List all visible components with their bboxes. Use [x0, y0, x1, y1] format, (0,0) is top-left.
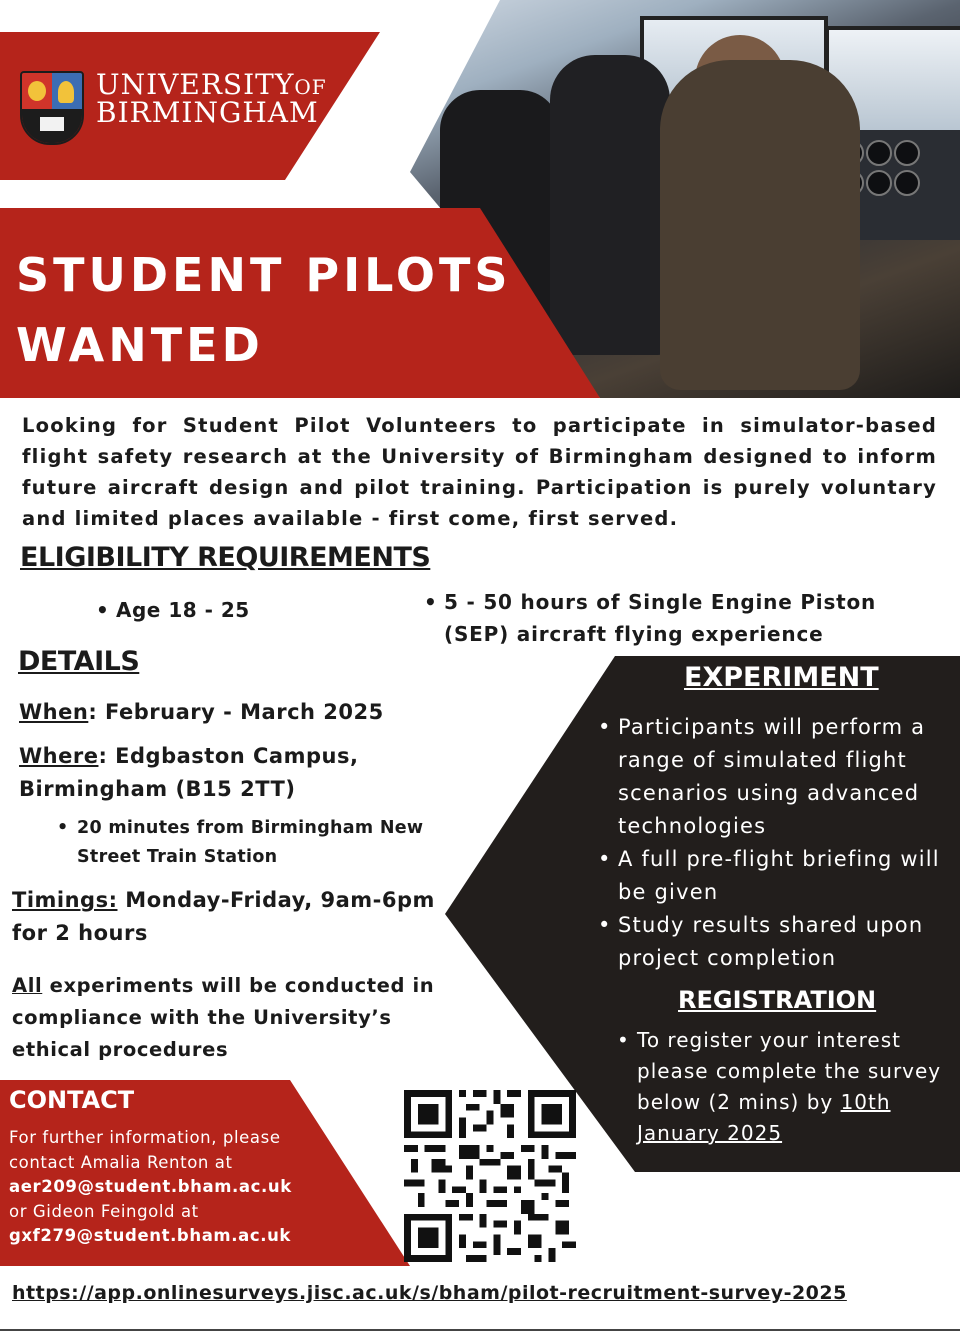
registration-deadline: 10th January 2025 — [637, 1090, 891, 1145]
eligibility-experience — [444, 586, 944, 650]
contact-text — [9, 1126, 339, 1249]
divider — [0, 1329, 960, 1331]
details-where — [19, 740, 439, 806]
details-heading: DETAILS — [18, 646, 140, 677]
headline-line1: STUDENT PILOTS — [16, 248, 512, 302]
seat-back — [550, 55, 670, 355]
university-name-line2: BIRMINGHAM — [96, 96, 319, 129]
survey-link[interactable]: https://app.onlinesurveys.jisc.ac.uk/s/bham/pilot-recruitment-survey-2025 — [12, 1282, 847, 1304]
contact-heading: CONTACT — [9, 1086, 135, 1114]
eligibility-heading: ELIGIBILITY REQUIREMENTS — [20, 542, 431, 573]
university-crest-icon — [20, 71, 84, 145]
contact-email-1[interactable]: aer209@student.bham.ac.uk — [9, 1177, 292, 1196]
qr-code-icon[interactable] — [404, 1090, 576, 1262]
when-label: When — [19, 700, 89, 724]
contact-line1: For further information, please contact Amalia Renton at — [9, 1128, 281, 1172]
details-where-note — [77, 814, 457, 872]
registration-heading: REGISTRATION — [678, 986, 877, 1014]
pilot-figure — [660, 60, 860, 390]
where-label: Where — [19, 744, 99, 768]
list-item: • A full pre-flight briefing will be given — [618, 843, 960, 909]
registration-list — [637, 1025, 957, 1149]
list-item: • Age 18 - 25 — [116, 598, 250, 622]
contact-line2: or Gideon Feingold at — [9, 1201, 199, 1221]
experiment-list — [618, 711, 960, 975]
details-compliance — [12, 970, 472, 1066]
compliance-all: All — [12, 974, 43, 997]
experiment-heading: EXPERIMENT — [684, 662, 879, 693]
compliance-rest: experiments will be conducted in compliance with the University’s ethical procedures — [12, 974, 435, 1061]
eligibility-age — [116, 598, 250, 622]
headline-line2: WANTED — [16, 318, 264, 372]
headline — [16, 240, 511, 380]
list-item: • 5 - 50 hours of Single Engine Piston (SEP) aircraft flying experience — [444, 586, 944, 650]
contact-email-2[interactable]: gxf279@student.bham.ac.uk — [9, 1226, 291, 1245]
intro-paragraph: Looking for Student Pilot Volunteers to participate in simulator-based flight safety research at the University of Birmingham designed to inform future aircraft design and pilot training. Participation is purely voluntary and limited places available - first come, first served. — [22, 414, 937, 530]
list-item: • 20 minutes from Birmingham New Street Train Station — [77, 814, 457, 872]
list-item: • Study results shared upon project completion — [618, 909, 960, 975]
timings-label: Timings: — [12, 888, 118, 912]
details-when — [19, 700, 384, 724]
registration-text: To register your interest please complete the survey below (2 mins) by — [637, 1028, 942, 1114]
timings-value: Monday-Friday, 9am-6pm for 2 hours — [12, 888, 435, 945]
details-timings — [12, 884, 452, 950]
where-value: : Edgbaston Campus, Birmingham (B15 2TT) — [19, 744, 359, 801]
list-item: • Participants will perform a range of simulated flight scenarios using advanced technologies — [618, 711, 960, 843]
list-item — [637, 1025, 957, 1149]
university-name-line1: UNIVERSITYOF — [96, 68, 327, 101]
when-value: : February - March 2025 — [88, 700, 384, 724]
